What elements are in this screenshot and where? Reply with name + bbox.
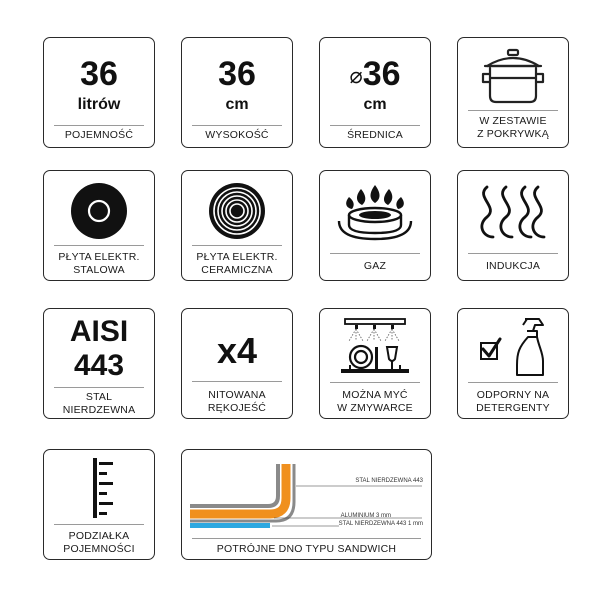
divider	[54, 125, 144, 126]
diameter-tile	[319, 37, 431, 148]
annot-steel-bottom: STAL NIERDZEWNA 443 1 mm	[338, 521, 423, 527]
lid-label: W ZESTAWIE Z POKRYWKĄ	[477, 115, 549, 140]
checkbox-icon	[481, 339, 500, 359]
height-label: WYSOKOŚĆ	[205, 129, 269, 141]
lid-tile	[457, 37, 569, 148]
divider	[468, 110, 558, 111]
induction-tile	[457, 170, 569, 281]
capacity-tile	[43, 37, 155, 148]
ceramic-hob-icon	[182, 181, 292, 241]
gas-label: GAZ	[363, 260, 387, 272]
divider	[192, 125, 282, 126]
divider	[54, 524, 144, 525]
capacity-label: POJEMNOŚĆ	[64, 129, 134, 141]
divider	[330, 253, 420, 254]
induction-coil-icon	[458, 183, 568, 241]
spray-bottle-icon	[458, 313, 568, 379]
dishwasher-label: MOŻNA MYĆ W ZMYWARCE	[337, 389, 413, 414]
scale-label: PODZIAŁKA POJEMNOŚCI	[63, 530, 135, 555]
steel-grade-line2: 443	[73, 349, 125, 382]
steel-hotplate-icon	[44, 181, 154, 241]
measuring-scale-icon	[44, 456, 154, 520]
steel-plate-tile	[43, 170, 155, 281]
steel-plate-label: PŁYTA ELEKTR. STALOWA	[58, 251, 140, 276]
divider	[192, 381, 282, 382]
handles-tile	[181, 308, 293, 419]
divider	[330, 125, 420, 126]
sandwich-label: POTRÓJNE DNO TYPU SANDWICH	[216, 543, 397, 555]
ceramic-plate-label: PŁYTA ELEKTR. CERAMICZNA	[196, 251, 278, 276]
induction-label: INDUKCJA	[485, 260, 541, 272]
diameter-unit: cm	[363, 96, 387, 113]
divider	[468, 253, 558, 254]
divider	[330, 382, 420, 383]
steel-grade-line1: AISI	[69, 315, 129, 348]
steel-grade-tile	[43, 308, 155, 419]
capacity-value: 36	[80, 55, 118, 93]
dishwasher-icon	[320, 317, 430, 377]
divider	[54, 245, 144, 246]
diameter-symbol: ⌀	[349, 63, 363, 89]
diameter-value-row	[320, 56, 430, 94]
detergent-label: ODPORNY NA DETERGENTY	[476, 389, 550, 414]
handles-label: NITOWANA RĘKOJEŚĆ	[207, 389, 267, 414]
ceramic-plate-tile	[181, 170, 293, 281]
dishwasher-tile	[319, 308, 431, 419]
height-value: 36	[218, 55, 256, 93]
steel-grade-label: STAL NIERDZEWNA	[62, 391, 136, 416]
divider	[468, 382, 558, 383]
sandwich-bottom-tile	[181, 449, 432, 560]
height-tile	[181, 37, 293, 148]
annot-steel-top: STAL NIERDZEWNA 443	[355, 478, 423, 484]
divider	[192, 538, 421, 539]
divider	[54, 387, 144, 388]
scale-tile	[43, 449, 155, 560]
gas-tile	[319, 170, 431, 281]
annot-aluminium: ALUMINIUM 3 mm	[340, 513, 391, 519]
detergent-tile	[457, 308, 569, 419]
handles-value: x4	[216, 330, 258, 371]
pot-with-lid-icon	[458, 44, 568, 108]
divider	[192, 245, 282, 246]
diameter-value: 36	[362, 55, 401, 93]
height-unit: cm	[225, 96, 249, 113]
diameter-label: ŚREDNICA	[347, 129, 403, 141]
capacity-unit: litrów	[77, 96, 121, 113]
gas-burner-icon	[320, 181, 430, 243]
